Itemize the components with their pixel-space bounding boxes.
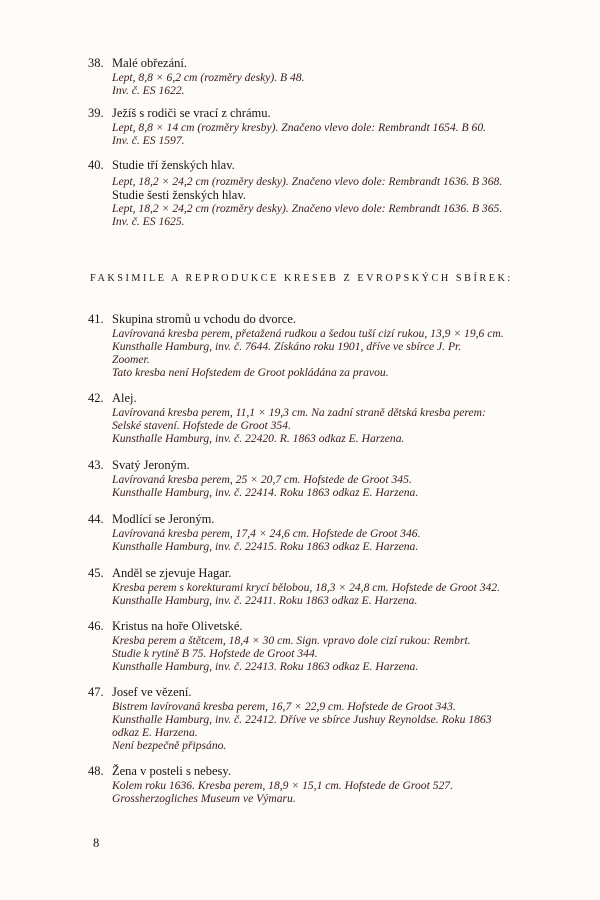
entry-title: 44. Modlící se Jeroným. [88, 512, 215, 526]
entry-title: 42. Alej. [88, 391, 137, 405]
entry-detail-line: Není bezpečně připsáno. [112, 739, 227, 752]
entry-detail-line: Lept, 18,2 × 24,2 cm (rozměry desky). Značeno vlevo dole: Rembrandt 1636. B 368. [112, 175, 503, 188]
entry-detail-line: Lavírovaná kresba perem, 17,4 × 24,6 cm. Hofstede de Groot 346. [112, 527, 421, 540]
entry-detail-line: Kunsthalle Hamburg, inv. č. 7644. Získáno roku 1901, dříve ve sbírce J. Pr. [112, 340, 462, 353]
catalog-entry-41 [88, 312, 578, 379]
entry-title: 43. Svatý Jeroným. [88, 458, 190, 472]
catalog-entry-47 [88, 685, 578, 752]
entry-detail-line: Kunsthalle Hamburg, inv. č. 22413. Roku 1863 odkaz E. Harzena. [112, 660, 419, 673]
entry-title: 46. Kristus na hoře Olivetské. [88, 619, 243, 633]
entry-detail-line: Inv. č. ES 1625. [112, 215, 185, 228]
entry-detail-line: Lavírovaná kresba perem, přetažená rudkou a šedou tuší cizí rukou, 13,9 × 19,6 cm. [112, 327, 504, 340]
entry-detail-line: Kolem roku 1636. Kresba perem, 18,9 × 15,1 cm. Hofstede de Groot 527. [112, 779, 453, 792]
entry-title: 47. Josef ve vězení. [88, 685, 192, 699]
catalog-entry-45 [88, 566, 578, 607]
entry-detail-line: Selské stavení. Hofstede de Groot 354. [112, 419, 291, 432]
entry-detail-line: Zoomer. [112, 353, 150, 366]
entry-number: 38. [88, 56, 104, 70]
catalog-entry-44 [88, 512, 578, 553]
entry-subtitle: Studie šesti ženských hlav. [112, 188, 246, 202]
entry-detail-line: Lept, 18,2 × 24,2 cm (rozměry desky). Značeno vlevo dole: Rembrandt 1636. B 365. [112, 202, 503, 215]
entry-detail-line: Inv. č. ES 1597. [112, 134, 185, 147]
entry-number: 40. [88, 158, 104, 172]
entry-number: 39. [88, 106, 104, 120]
entry-number: 47. [88, 685, 104, 699]
section-heading: FAKSIMILE A REPRODUKCE KRESEB Z EVROPSKÝCH SBÍREK: [90, 273, 513, 284]
entry-title: 41. Skupina stromů u vchodu do dvorce. [88, 312, 297, 326]
entry-title: 40. Studie tří ženských hlav. [88, 158, 235, 172]
catalog-entry-39 [88, 106, 578, 147]
entry-detail-line: Kresba perem s korekturami krycí bělobou, 18,3 × 24,8 cm. Hofstede de Groot 342. [112, 581, 500, 594]
entry-number: 46. [88, 619, 104, 633]
catalog-entry-38 [88, 56, 578, 97]
entry-detail-line: Grossherzogliches Museum ve Výmaru. [112, 792, 296, 805]
entry-number: 44. [88, 512, 104, 526]
entry-detail-line: Kresba perem a štětcem, 18,4 × 30 cm. Sign. vpravo dole cizí rukou: Rembrt. [112, 634, 471, 647]
entry-detail-line: odkaz E. Harzena. [112, 726, 198, 739]
entry-detail-line: Kunsthalle Hamburg, inv. č. 22411. Roku 1863 odkaz E. Harzena. [112, 594, 418, 607]
entry-detail-line: Inv. č. ES 1622. [112, 84, 185, 97]
page-number: 8 [93, 836, 100, 850]
entry-detail-line: Lavírovaná kresba perem, 11,1 × 19,3 cm. Na zadní straně dětská kresba perem: [112, 406, 486, 419]
entry-detail-line: Lept, 8,8 × 14 cm (rozměry kresby). Značeno vlevo dole: Rembrandt 1654. B 60. [112, 121, 487, 134]
entry-title: 45. Anděl se zjevuje Hagar. [88, 566, 232, 580]
entry-detail-line: Lept, 8,8 × 6,2 cm (rozměry desky). B 48. [112, 71, 305, 84]
entry-detail-line: Studie k rytině B 75. Hofstede de Groot 344. [112, 647, 318, 660]
catalog-entry-48 [88, 764, 578, 805]
catalog-entry-43 [88, 458, 578, 499]
entry-detail-line: Lavírovaná kresba perem, 25 × 20,7 cm. Hofstede de Groot 345. [112, 473, 412, 486]
entry-number: 48. [88, 764, 104, 778]
entry-number: 41. [88, 312, 104, 326]
entry-number: 42. [88, 391, 104, 405]
entry-title: 38. Malé obřezání. [88, 56, 187, 70]
entry-number: 43. [88, 458, 104, 472]
entry-detail-line: Bistrem lavírovaná kresba perem, 16,7 × 22,9 cm. Hofstede de Groot 343. [112, 700, 456, 713]
entry-detail-line: Kunsthalle Hamburg, inv. č. 22414. Roku 1863 odkaz E. Harzena. [112, 486, 419, 499]
entry-title: 39. Ježíš s rodiči se vrací z chrámu. [88, 106, 271, 120]
entry-detail-line: Kunsthalle Hamburg, inv. č. 22412. Dříve ve sbírce Jushuy Reynoldse. Roku 1863 [112, 713, 492, 726]
entry-detail-line: Tato kresba není Hofstedem de Groot pokládána za pravou. [112, 366, 389, 379]
entry-detail-line: Kunsthalle Hamburg, inv. č. 22420. R. 1863 odkaz E. Harzena. [112, 432, 405, 445]
entry-number: 45. [88, 566, 104, 580]
catalog-entry-46 [88, 619, 578, 673]
catalog-entry-42 [88, 391, 578, 445]
entry-detail-line: Kunsthalle Hamburg, inv. č. 22415. Roku 1863 odkaz E. Harzena. [112, 540, 419, 553]
catalog-entry-40 [88, 158, 578, 228]
entry-title: 48. Žena v posteli s nebesy. [88, 764, 231, 778]
